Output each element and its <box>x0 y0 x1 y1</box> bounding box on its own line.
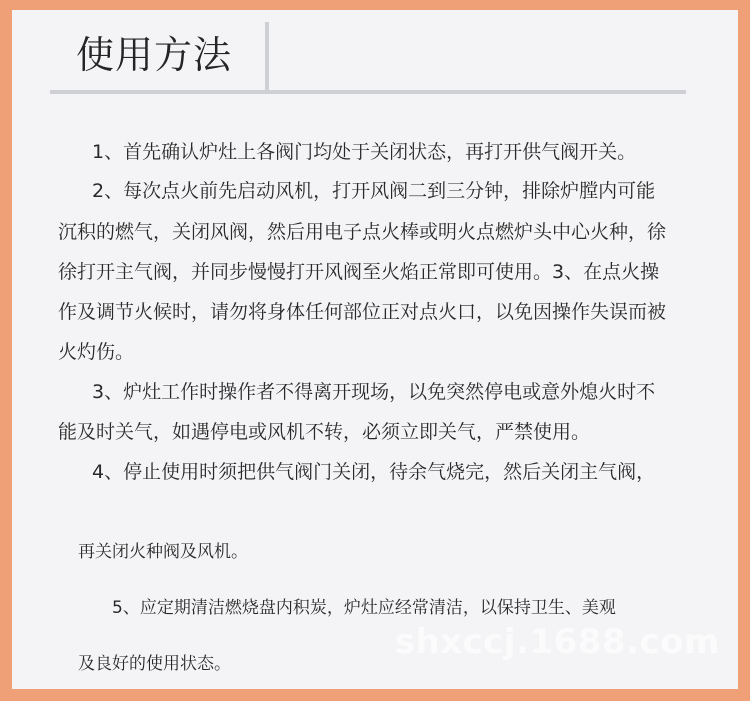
instruction-line-6: 火灼伤。 <box>58 341 135 363</box>
instruction-line-8: 能及时关气，如遇停电或风机不转，必须立即关气，严禁使用。 <box>58 421 591 443</box>
instruction-line-2: 2、每次点火前先启动风机，打开风阀二到三分钟，排除炉膛内可能 <box>92 180 656 202</box>
instruction-line-1: 1、首先确认炉灶上各阀门均处于关闭状态，再打开供气阀开关。 <box>92 141 637 163</box>
document-page <box>12 10 738 689</box>
instruction-line-11: 5、应定期清洁燃烧盘内积炭，炉灶应经常清洁，以保持卫生、美观 <box>112 598 616 618</box>
instruction-line-3: 沉积的燃气，关闭风阀，然后用电子点火棒或明火点燃炉头中心火种，徐 <box>58 221 667 243</box>
watermark-text: shxccj.1688.com <box>394 622 720 662</box>
instruction-line-5: 作及调节火候时，请勿将身体任何部位正对点火口，以免因操作失误而被 <box>58 301 667 323</box>
instruction-line-7: 3、炉灶工作时操作者不得离开现场，以免突然停电或意外熄火时不 <box>92 381 656 403</box>
instruction-line-9: 4、停止使用时须把供气阀门关闭，待余气烧完，然后关闭主气阀， <box>92 461 656 483</box>
instruction-line-4: 徐打开主气阀，并同步慢慢打开风阀至火焰正常即可使用。3、在点火操 <box>58 261 660 283</box>
instruction-line-12: 及良好的使用状态。 <box>78 654 231 674</box>
instruction-line-10: 再关闭火种阀及风机。 <box>78 542 248 562</box>
section-title: 使用方法 <box>76 33 233 77</box>
instruction-content <box>12 10 738 689</box>
